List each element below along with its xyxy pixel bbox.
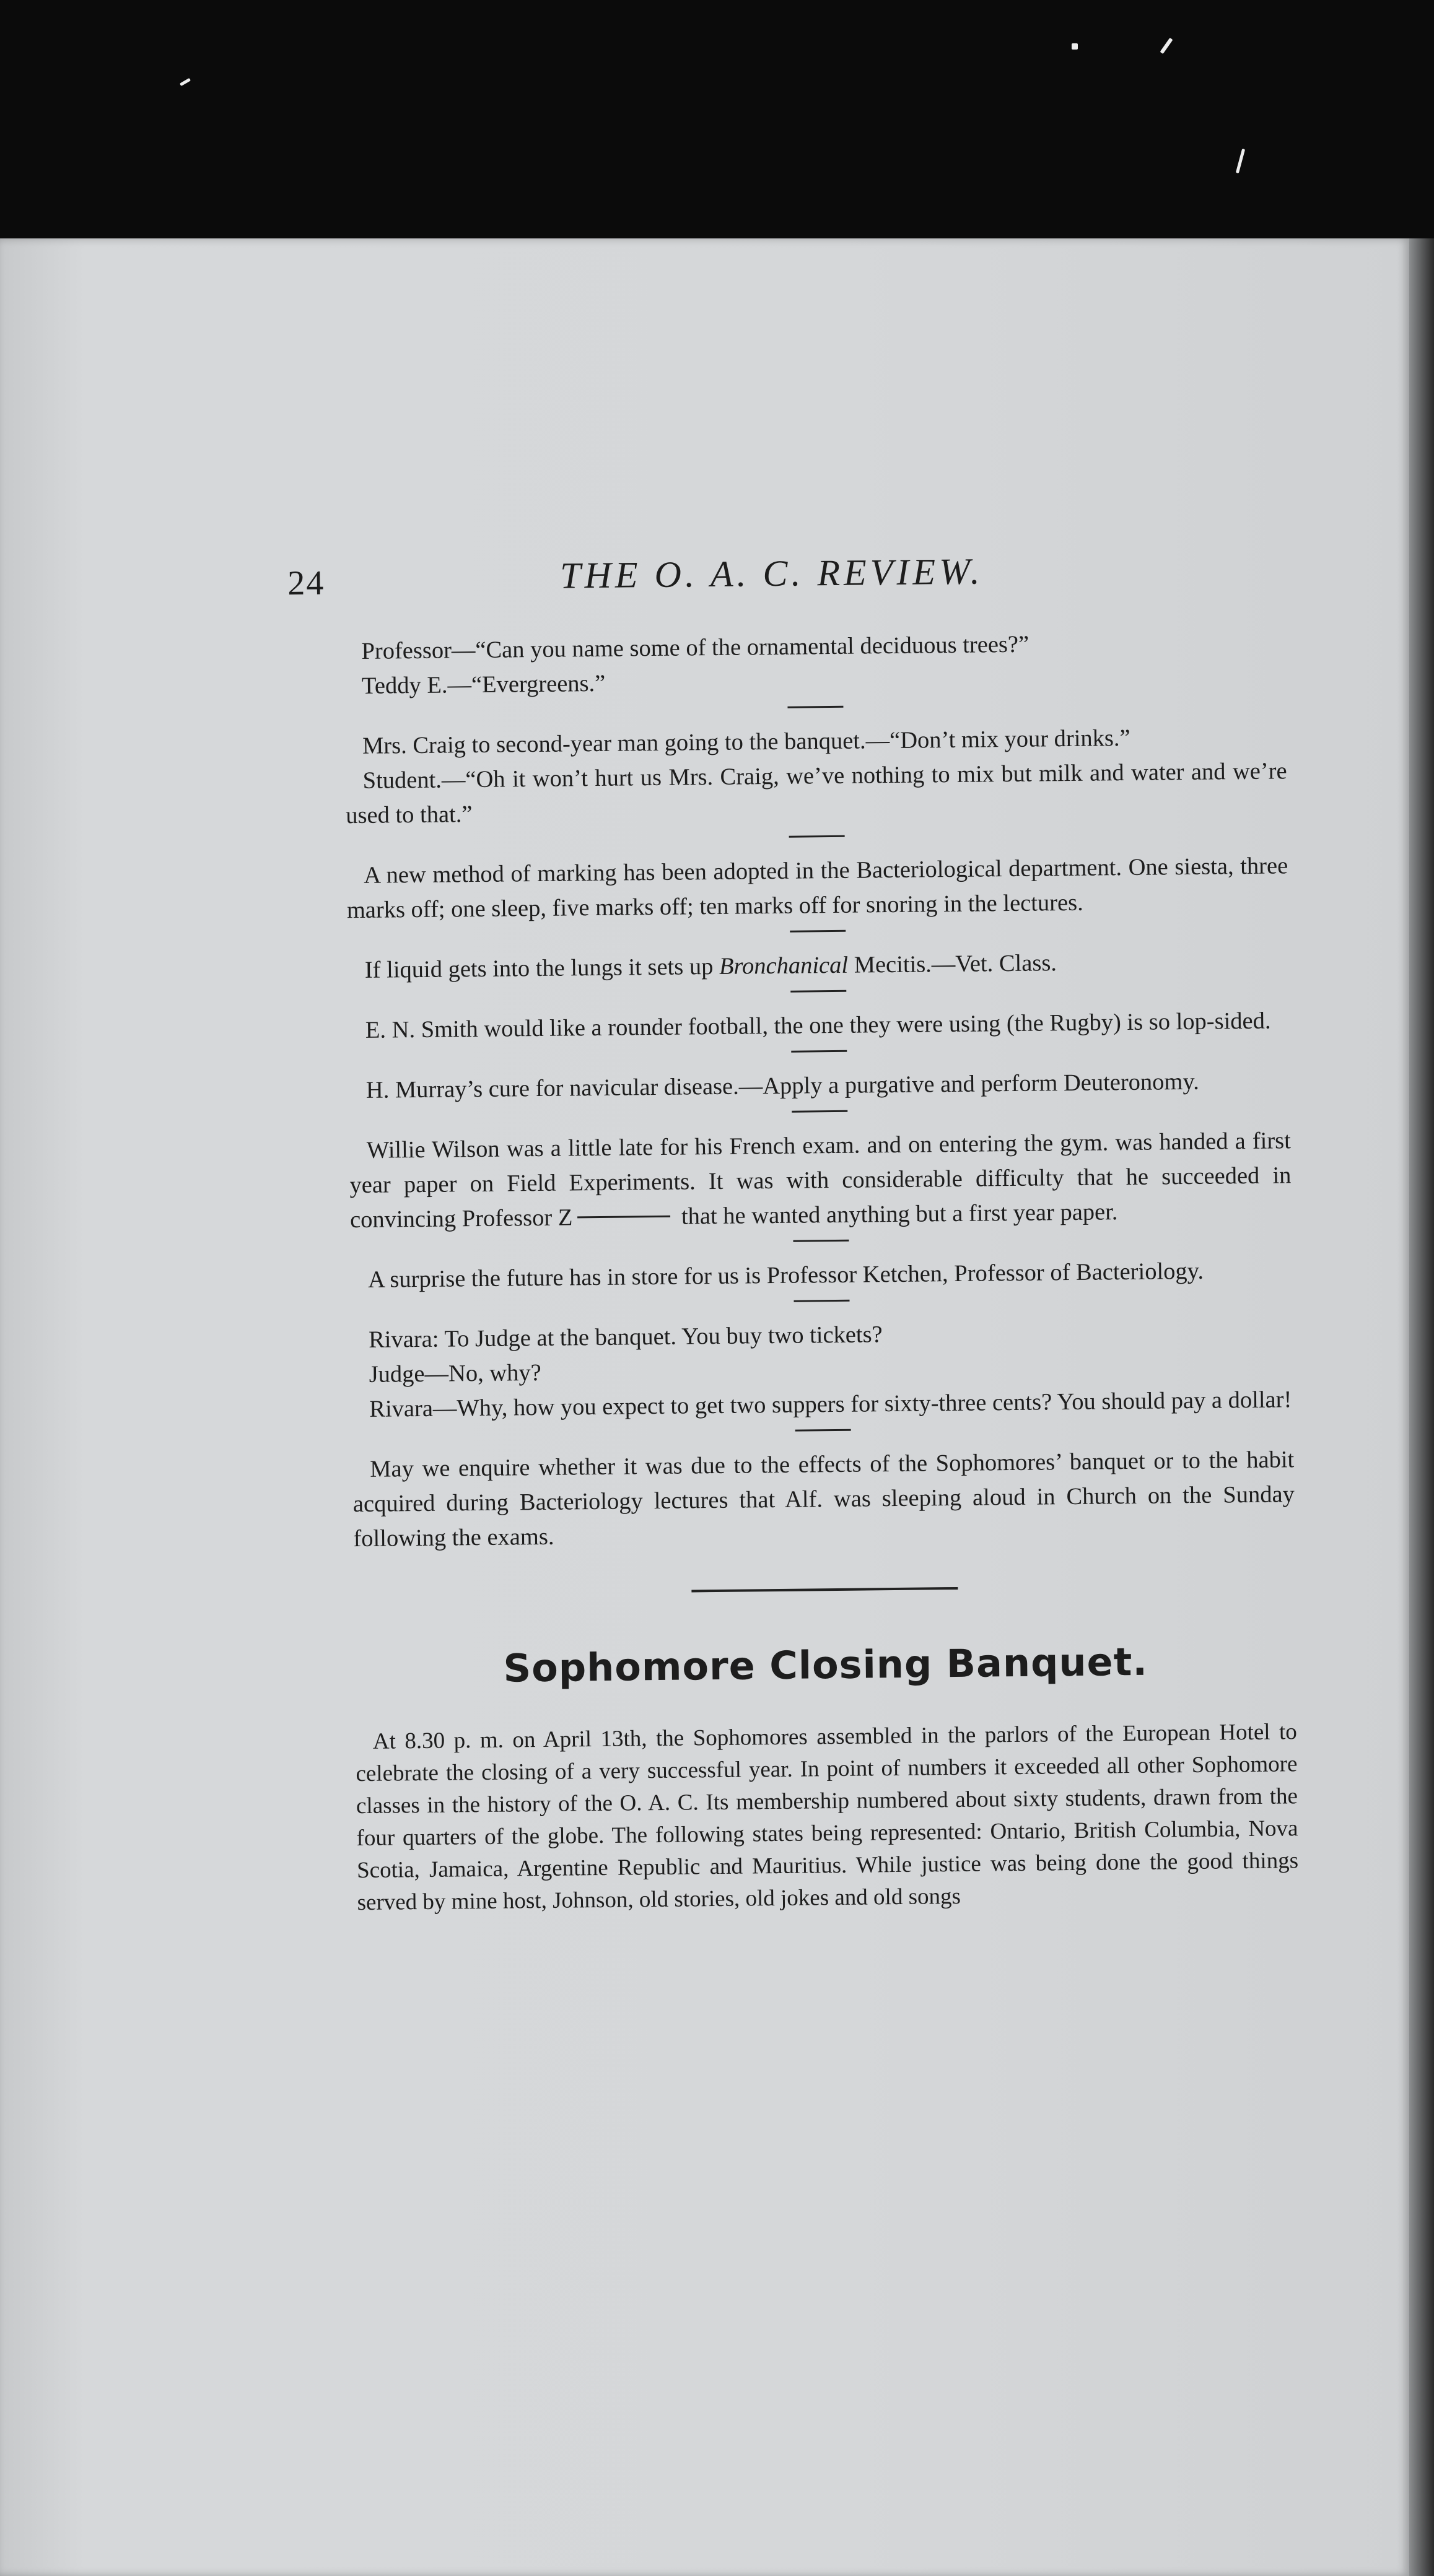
joke-item: [348, 943, 1290, 988]
joke-item: [351, 1253, 1293, 1297]
joke-line: A surprise the future has in store for us is Professor Ketchen, Professor of Bacteriology.: [367, 1258, 1204, 1293]
joke-item: [348, 1003, 1290, 1048]
separator-rule: [790, 990, 846, 993]
joke-text: Willie Wilson was a little late for his French exam. and on entering the gym. was handed a first year paper on Field Experiments. It was with considerable difficulty that he succeeded in convincing Professor Z: [349, 1128, 1292, 1234]
joke-text: that he wanted anything but a first year paper.: [675, 1199, 1118, 1230]
joke-line: Teddy E.—“Evergreens.”: [361, 670, 606, 699]
joke-item: [345, 719, 1288, 833]
dust-speck: [180, 78, 191, 86]
joke-item: [349, 1123, 1292, 1237]
running-head: [287, 550, 1298, 613]
journal-title: THE O. A. C. REVIEW.: [559, 550, 984, 596]
joke-text: If liquid gets into the lungs it sets up: [364, 953, 720, 983]
separator-rule: [790, 930, 846, 933]
jokes-column: [344, 624, 1299, 1919]
joke-item: [344, 624, 1286, 703]
joke-line: E. N. Smith would like a rounder football, the one they were using (the Rugby) is so lop-sided.: [365, 1007, 1271, 1043]
joke-line: Mrs. Craig to second-year man going to the banquet.—“Don’t mix your drinks.”: [362, 724, 1130, 759]
joke-line: Professor—“Can you name some of the ornamental deciduous trees?”: [361, 631, 1030, 664]
joke-line: [349, 1123, 1292, 1237]
joke-line: May we enquire whether it was due to the effects of the Sophomores’ banquet or to the habit acquired during Bacteriology lectures that Alf. was sleeping aloud in Church on the Sunday following the exams.: [352, 1447, 1295, 1552]
dust-speck: [1072, 43, 1078, 50]
joke-item: [352, 1442, 1295, 1556]
joke-item: [346, 848, 1288, 928]
article-text: At 8.30 p. m. on April 13th, the Sophomores assembled in the parlors of the European Hotel to celebrate the closing of a very successful year. In point of numbers it exceeded all other Sophomore classes in the history of the O. A. C. Its membership numbered about sixty students, drawn from the four quarters of the globe. The following states being represented: Ontario, British Columbia, Nova Scotia, Jamaica, Argentine Republic and Mauritius. While justice was being done the good things served by mine host, Johnson, old stories, old jokes and old songs: [356, 1719, 1299, 1916]
joke-line: [348, 943, 1290, 988]
separator-rule: [794, 1300, 849, 1302]
joke-line: Student.—“Oh it won’t hurt us Mrs. Craig, we’ve nothing to mix but milk and water and we’re used to that.”: [346, 758, 1287, 829]
joke-text: Mecitis.—Vet. Class.: [847, 950, 1057, 978]
joke-item: [351, 1313, 1294, 1427]
separator-rule: [792, 1110, 847, 1113]
separator-rule: [789, 835, 845, 838]
dust-speck: [1236, 149, 1245, 173]
article-heading: Sophomore Closing Banquet.: [503, 1638, 1148, 1691]
joke-line: Rivara—Why, how you expect to get two suppers for sixty-three cents? You should pay a dollar!: [369, 1386, 1292, 1422]
section-divider: [691, 1587, 958, 1593]
joke-line: Rivara: To Judge at the banquet. You buy two tickets?: [368, 1321, 883, 1353]
dust-speck: [1160, 38, 1173, 54]
page-number: 24: [287, 564, 325, 603]
separator-rule: [791, 1050, 847, 1053]
page-edge-shadow: [1409, 238, 1434, 2576]
name-blank: [577, 1215, 670, 1218]
italic-term: Bronchanical: [719, 952, 849, 980]
page-content: [287, 318, 1309, 2310]
separator-rule: [787, 706, 843, 708]
joke-line: Judge—No, why?: [369, 1359, 541, 1388]
separator-rule: [795, 1429, 851, 1432]
joke-line: A new method of marking has been adopted in the Bacteriological department. One siesta, three marks off; one sleep, five marks off; ten marks off for snoring in the lectures.: [346, 853, 1288, 924]
joke-item: [349, 1063, 1291, 1108]
separator-rule: [793, 1240, 849, 1242]
joke-line: H. Murray’s cure for navicular disease.—Apply a purgative and perform Deuteronomy.: [365, 1068, 1199, 1103]
